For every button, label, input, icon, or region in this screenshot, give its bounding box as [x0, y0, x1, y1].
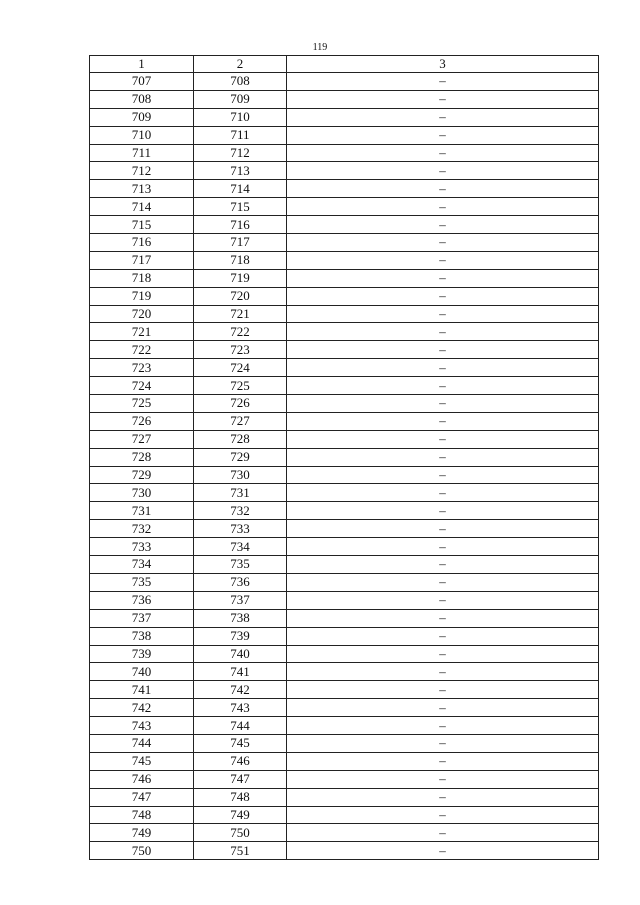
table-cell-col-2: 748 — [194, 788, 287, 806]
table-cell-col-2: 744 — [194, 717, 287, 735]
table-row — [90, 251, 599, 269]
table-cell-col-2: 718 — [194, 251, 287, 269]
table-cell-col-1: 748 — [90, 806, 194, 824]
table-cell-col-3: – — [287, 502, 599, 520]
table-cell-col-2: 722 — [194, 323, 287, 341]
table-cell-col-2: 740 — [194, 645, 287, 663]
table-row — [90, 126, 599, 144]
table-cell-col-1: 732 — [90, 520, 194, 538]
table-cell-col-2: 711 — [194, 126, 287, 144]
table-cell-col-3: – — [287, 341, 599, 359]
table-cell-col-2: 741 — [194, 663, 287, 681]
table-cell-col-1: 715 — [90, 216, 194, 234]
table-cell-col-3: – — [287, 806, 599, 824]
table-cell-col-1: 736 — [90, 591, 194, 609]
table-cell-col-1: 726 — [90, 412, 194, 430]
table-cell-col-1: 746 — [90, 770, 194, 788]
table-cell-col-1: 729 — [90, 466, 194, 484]
table-cell-col-3: – — [287, 466, 599, 484]
table-row — [90, 717, 599, 735]
table-cell-col-2: 712 — [194, 144, 287, 162]
table-cell-col-3: – — [287, 108, 599, 126]
table-cell-col-3: – — [287, 824, 599, 842]
table-row — [90, 627, 599, 645]
table-cell-col-1: 735 — [90, 573, 194, 591]
table-cell-col-1: 718 — [90, 269, 194, 287]
table-cell-col-2: 746 — [194, 752, 287, 770]
table-cell-col-2: 745 — [194, 734, 287, 752]
table-cell-col-1: 745 — [90, 752, 194, 770]
table-cell-col-1: 714 — [90, 198, 194, 216]
table-cell-col-2: 730 — [194, 466, 287, 484]
table-cell-col-2: 728 — [194, 430, 287, 448]
table-cell-col-1: 740 — [90, 663, 194, 681]
table-cell-col-2: 749 — [194, 806, 287, 824]
table-cell-col-2: 716 — [194, 216, 287, 234]
table-row — [90, 556, 599, 574]
data-table — [89, 55, 599, 860]
table-cell-col-2: 742 — [194, 681, 287, 699]
table-cell-col-2: 725 — [194, 377, 287, 395]
table-cell-col-2: 717 — [194, 234, 287, 252]
table-header-row — [90, 56, 599, 73]
table-cell-col-1: 741 — [90, 681, 194, 699]
table-row — [90, 681, 599, 699]
table-row — [90, 699, 599, 717]
table-cell-col-1: 742 — [90, 699, 194, 717]
table-cell-col-1: 733 — [90, 538, 194, 556]
table-cell-col-2: 709 — [194, 90, 287, 108]
column-header-3: 3 — [287, 56, 599, 73]
table-cell-col-3: – — [287, 430, 599, 448]
table-cell-col-1: 707 — [90, 73, 194, 91]
table-cell-col-2: 721 — [194, 305, 287, 323]
table-cell-col-2: 739 — [194, 627, 287, 645]
table-row — [90, 538, 599, 556]
table-cell-col-3: – — [287, 90, 599, 108]
table-cell-col-3: – — [287, 412, 599, 430]
table-row — [90, 520, 599, 538]
table-cell-col-3: – — [287, 752, 599, 770]
table-cell-col-2: 747 — [194, 770, 287, 788]
table-row — [90, 645, 599, 663]
table-cell-col-2: 714 — [194, 180, 287, 198]
table-row — [90, 430, 599, 448]
table-cell-col-3: – — [287, 180, 599, 198]
table-row — [90, 73, 599, 91]
table-row — [90, 734, 599, 752]
table-cell-col-2: 710 — [194, 108, 287, 126]
table-cell-col-3: – — [287, 162, 599, 180]
table-cell-col-2: 729 — [194, 448, 287, 466]
table-row — [90, 144, 599, 162]
table-cell-col-1: 734 — [90, 556, 194, 574]
table-row — [90, 90, 599, 108]
table-cell-col-1: 727 — [90, 430, 194, 448]
table-cell-col-2: 731 — [194, 484, 287, 502]
table-row — [90, 484, 599, 502]
table-row — [90, 466, 599, 484]
table-cell-col-3: – — [287, 377, 599, 395]
table-cell-col-3: – — [287, 627, 599, 645]
table-cell-col-1: 731 — [90, 502, 194, 520]
column-header-1: 1 — [90, 56, 194, 73]
table-cell-col-2: 738 — [194, 609, 287, 627]
table-cell-col-1: 710 — [90, 126, 194, 144]
table-body — [90, 73, 599, 860]
table-row — [90, 770, 599, 788]
table-row — [90, 162, 599, 180]
table-cell-col-2: 736 — [194, 573, 287, 591]
table-cell-col-2: 724 — [194, 359, 287, 377]
table-cell-col-3: – — [287, 681, 599, 699]
table-row — [90, 788, 599, 806]
table-cell-col-3: – — [287, 359, 599, 377]
table-row — [90, 842, 599, 860]
table-cell-col-2: 733 — [194, 520, 287, 538]
table-cell-col-3: – — [287, 788, 599, 806]
table-row — [90, 824, 599, 842]
table-cell-col-2: 727 — [194, 412, 287, 430]
table-row — [90, 395, 599, 413]
table-cell-col-2: 743 — [194, 699, 287, 717]
page-number: 119 — [312, 42, 328, 53]
table-row — [90, 180, 599, 198]
table-cell-col-1: 725 — [90, 395, 194, 413]
table-cell-col-2: 723 — [194, 341, 287, 359]
table-cell-col-3: – — [287, 717, 599, 735]
table-cell-col-1: 747 — [90, 788, 194, 806]
table-row — [90, 609, 599, 627]
table-cell-col-3: – — [287, 144, 599, 162]
table-cell-col-3: – — [287, 556, 599, 574]
table-cell-col-3: – — [287, 842, 599, 860]
table-cell-col-3: – — [287, 573, 599, 591]
table-cell-col-3: – — [287, 538, 599, 556]
table-cell-col-1: 723 — [90, 359, 194, 377]
table-cell-col-3: – — [287, 484, 599, 502]
table-cell-col-3: – — [287, 699, 599, 717]
table-cell-col-2: 715 — [194, 198, 287, 216]
table-cell-col-1: 749 — [90, 824, 194, 842]
table-cell-col-1: 712 — [90, 162, 194, 180]
table-row — [90, 663, 599, 681]
table-cell-col-1: 717 — [90, 251, 194, 269]
table-row — [90, 269, 599, 287]
table-cell-col-3: – — [287, 287, 599, 305]
table-cell-col-3: – — [287, 198, 599, 216]
table-cell-col-3: – — [287, 323, 599, 341]
table-row — [90, 573, 599, 591]
table-cell-col-1: 716 — [90, 234, 194, 252]
table-cell-col-1: 750 — [90, 842, 194, 860]
table-row — [90, 234, 599, 252]
table-cell-col-3: – — [287, 251, 599, 269]
table-cell-col-1: 739 — [90, 645, 194, 663]
table-cell-col-3: – — [287, 234, 599, 252]
table-cell-col-3: – — [287, 305, 599, 323]
table-row — [90, 412, 599, 430]
table-cell-col-2: 734 — [194, 538, 287, 556]
table-cell-col-1: 713 — [90, 180, 194, 198]
table-cell-col-3: – — [287, 645, 599, 663]
table-cell-col-2: 713 — [194, 162, 287, 180]
table-cell-col-1: 728 — [90, 448, 194, 466]
table-cell-col-2: 719 — [194, 269, 287, 287]
table-row — [90, 502, 599, 520]
table-cell-col-2: 726 — [194, 395, 287, 413]
table-cell-col-3: – — [287, 520, 599, 538]
table-cell-col-1: 708 — [90, 90, 194, 108]
table-cell-col-2: 735 — [194, 556, 287, 574]
table-cell-col-1: 711 — [90, 144, 194, 162]
table-row — [90, 108, 599, 126]
table-cell-col-3: – — [287, 609, 599, 627]
table-cell-col-2: 750 — [194, 824, 287, 842]
table-cell-col-2: 708 — [194, 73, 287, 91]
table-cell-col-1: 738 — [90, 627, 194, 645]
table-cell-col-2: 732 — [194, 502, 287, 520]
table-cell-col-3: – — [287, 73, 599, 91]
table-row — [90, 323, 599, 341]
table-cell-col-3: – — [287, 448, 599, 466]
column-header-2: 2 — [194, 56, 287, 73]
table-cell-col-1: 720 — [90, 305, 194, 323]
table-row — [90, 377, 599, 395]
table-cell-col-1: 744 — [90, 734, 194, 752]
table-cell-col-1: 721 — [90, 323, 194, 341]
table-cell-col-1: 730 — [90, 484, 194, 502]
table-cell-col-2: 720 — [194, 287, 287, 305]
table-row — [90, 448, 599, 466]
table-cell-col-1: 737 — [90, 609, 194, 627]
table-cell-col-3: – — [287, 395, 599, 413]
table-cell-col-3: – — [287, 663, 599, 681]
table-row — [90, 305, 599, 323]
table-row — [90, 287, 599, 305]
table-cell-col-1: 709 — [90, 108, 194, 126]
table-row — [90, 359, 599, 377]
table-cell-col-3: – — [287, 269, 599, 287]
table-cell-col-1: 743 — [90, 717, 194, 735]
table-cell-col-2: 737 — [194, 591, 287, 609]
table-cell-col-1: 722 — [90, 341, 194, 359]
table-row — [90, 341, 599, 359]
table-cell-col-1: 724 — [90, 377, 194, 395]
table-cell-col-3: – — [287, 126, 599, 144]
table-row — [90, 752, 599, 770]
table-cell-col-3: – — [287, 591, 599, 609]
table-cell-col-3: – — [287, 770, 599, 788]
table-row — [90, 198, 599, 216]
table-row — [90, 591, 599, 609]
table-row — [90, 216, 599, 234]
table-cell-col-1: 719 — [90, 287, 194, 305]
table-row — [90, 806, 599, 824]
table-cell-col-2: 751 — [194, 842, 287, 860]
table-cell-col-3: – — [287, 734, 599, 752]
table-cell-col-3: – — [287, 216, 599, 234]
